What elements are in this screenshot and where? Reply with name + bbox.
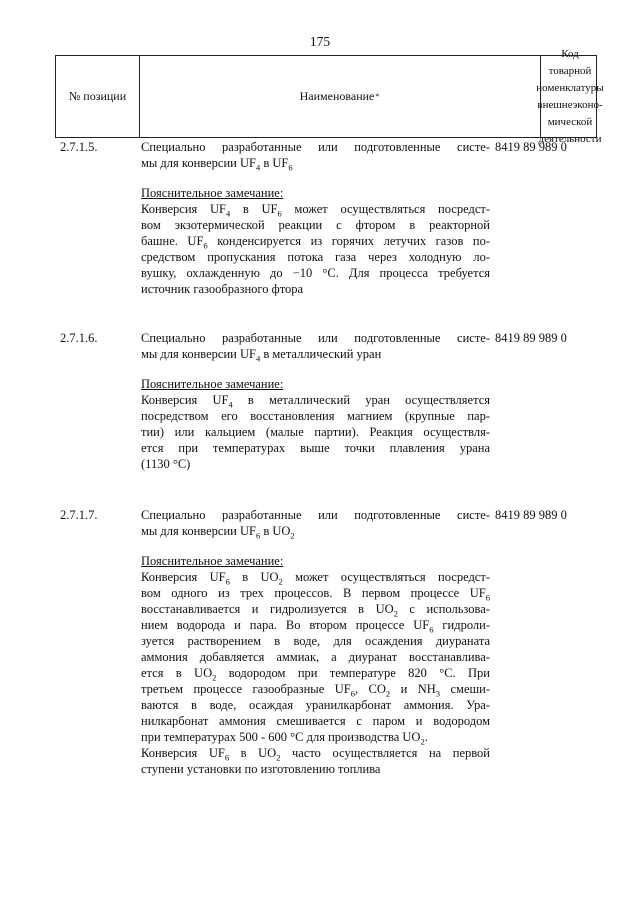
entry-position: 2.7.1.7. [60, 508, 98, 522]
entry-body [141, 507, 490, 777]
note-line: ступени установки по изготовлению топлива [141, 762, 381, 776]
note-line: вом экзотермической реакции с фтором в реакторной [141, 218, 490, 232]
header-name-mark: * [375, 92, 380, 101]
note-line: тии) или кальцием (малые партии). Реакция осуществля- [141, 425, 490, 439]
note-title: Пояснительное замечание: [141, 554, 284, 568]
entry-title-line: мы для конверсии $UF_4$ в металлический уран [141, 347, 382, 364]
note-line: ваются в воде, осаждая уранилкарбонат аммония. Ура- [141, 698, 490, 712]
entry-body [141, 330, 490, 472]
note-line: восстанавливается и гидролизуется в $UO_2$ с использова- [141, 602, 490, 619]
header-position: № позиции [56, 56, 140, 137]
note-line: при температурах 500 - 600 °C для производства $UO_2$. [141, 730, 428, 747]
note-line: третьем процессе газообразные $UF_6$, $CO_2$ и $NH_3$ смеши- [141, 682, 490, 699]
header-code-line: деятельности [538, 132, 602, 145]
header-code-line: мической [547, 115, 593, 128]
table-header [55, 47, 604, 145]
entry-title-line: Специально разработанные или подготовленные систе- [141, 508, 490, 522]
note-line: ется в $UO_2$ водородом при температуре 820 °C. При [141, 666, 490, 683]
note-line: вушку, охлажденную до −10 °C. Для процесса требуется [141, 266, 490, 280]
entry-position: 2.7.1.5. [60, 140, 98, 154]
page-number: 175 [309, 34, 331, 49]
header-code-line: номенклатуры [536, 81, 604, 94]
header-code-line: внешнеэконо- [537, 98, 603, 111]
note-line: аммония добавляется аммиак, а диуранат восстанавлива- [141, 650, 490, 664]
note-line: средством пропускания потока газа через холодную ло- [141, 250, 490, 264]
entry-body [141, 139, 490, 297]
entry-code: 8419 89 989 0 [495, 508, 567, 522]
note-line: Конверсия $UF_4$ в $UF_6$ может осуществляться посредст- [141, 202, 490, 219]
note-line: источник газообразного фтора [141, 282, 304, 296]
header-code-line: Код товарной [548, 47, 592, 77]
entry-position: 2.7.1.6. [60, 331, 98, 345]
entry-title-line: мы для конверсии $UF_6$ в $UO_2$ [141, 524, 295, 541]
note-line: Конверсия $UF_4$ в металлический уран осуществляется [141, 393, 490, 410]
note-line: зуется растворением в воде, для осаждения диураната [141, 634, 490, 648]
header-code [536, 47, 604, 145]
note-line: Конверсия $UF_6$ в $UO_2$ может осуществляться посредст- [141, 570, 490, 587]
note-line: (1130 °C) [141, 457, 191, 471]
entry-title-line: Специально разработанные или подготовленные систе- [141, 331, 490, 345]
note-line: нилкарбонат аммония смешивается с паром и водородом [141, 714, 490, 728]
entry-code: 8419 89 989 0 [495, 140, 567, 154]
note-title: Пояснительное замечание: [141, 377, 284, 391]
entry-title-line: мы для конверсии $UF_4$ в $UF_6$ [141, 156, 293, 173]
entry-code: 8419 89 989 0 [495, 331, 567, 345]
note-line: Конверсия $UF_6$ в $UO_2$ часто осуществляется на первой [141, 746, 491, 763]
header-name [139, 56, 540, 137]
header-name-label: Наименование [299, 89, 375, 103]
entry-title-line: Специально разработанные или подготовленные систе- [141, 140, 490, 154]
note-title: Пояснительное замечание: [141, 186, 284, 200]
note-line: башне. $UF_6$ конденсируется из горячих летучих газов по- [141, 234, 491, 251]
note-line: посредством его восстановления магнием (крупные пар- [141, 409, 490, 423]
note-line: нием водорода и пара. Во втором процессе $UF_6$ гидроли- [141, 618, 490, 635]
note-line: вом одного из трех процессов. В первом процессе $UF_6$ [141, 586, 490, 603]
note-line: ется при температурах выше точки плавления урана [141, 441, 490, 455]
